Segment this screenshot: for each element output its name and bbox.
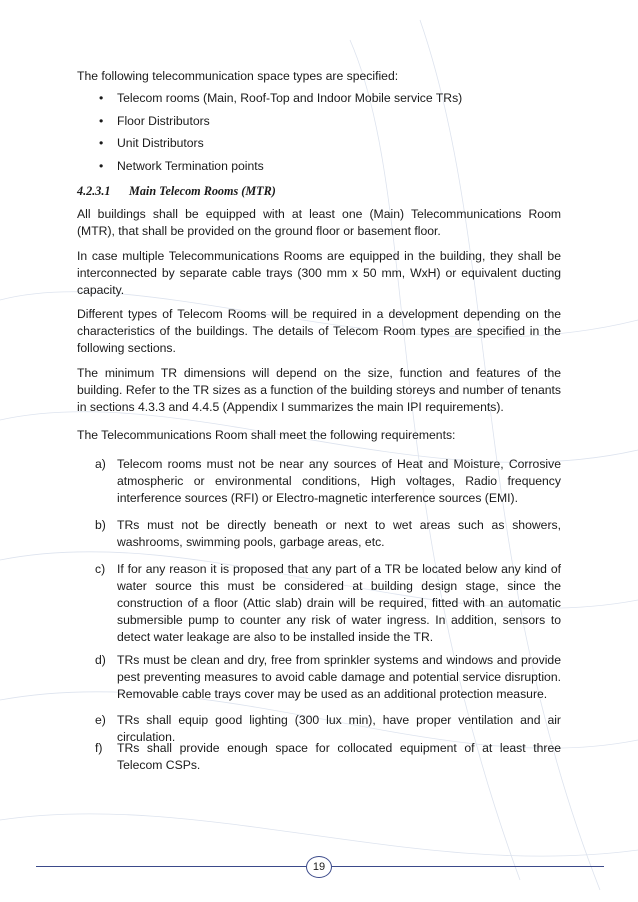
- intro-text: The following telecommunication space types are specified:: [77, 69, 399, 83]
- list-item: a) Telecom rooms must not be near any sources of Heat and Moisture, Corrosive atmospheric or environmental conditions, High voltages, Radio frequency interference sources (RFI) or Electro-magnetic interference sources (EMI).: [95, 457, 561, 505]
- bullet-icon: •: [99, 91, 104, 105]
- paragraph: In case multiple Telecommunications Rooms are equipped in the building, they shall be interconnected by separate cable trays (300 mm x 50 mm, WxH) or equivalent ducting capacity.: [77, 249, 561, 297]
- list-item: f) TRs shall provide enough space for collocated equipment of at least three Telecom CSPs.: [95, 741, 561, 772]
- paragraph: All buildings shall be equipped with at least one (Main) Telecommunications Room (MTR), that shall be provided on the ground floor or basement floor.: [77, 207, 561, 238]
- list-item: e) TRs shall equip good lighting (300 lux min), have proper ventilation and air circulation.: [95, 713, 561, 744]
- section-number: 4.2.3.1: [77, 184, 111, 198]
- bullet-icon: •: [99, 113, 104, 128]
- list-item: • Unit Distributors: [99, 136, 204, 150]
- footer-rule-right: [332, 866, 604, 867]
- section-heading: [77, 183, 276, 200]
- section-title: Main Telecom Rooms (MTR): [129, 184, 276, 198]
- bullet-icon: •: [99, 136, 104, 150]
- space-types-list: [77, 90, 561, 180]
- list-item: d) TRs must be clean and dry, free from sprinkler systems and windows and provide pest preventing measures to avoid cable damage and potential service disruption. Removable cable trays cover may be used as an additional protection measure.: [95, 653, 561, 701]
- paragraph: The minimum TR dimensions will depend on the size, function and features of the building. Refer to the TR sizes as a function of the building storeys and number of tenants in sections 4.3.3 and 4.4.5 (Appendix I summarizes the main IPI requirements).: [77, 366, 561, 414]
- bullet-icon: •: [99, 158, 104, 173]
- list-item: • Network Termination points: [99, 158, 264, 173]
- list-item: • Telecom rooms (Main, Roof-Top and Indoor Mobile service TRs): [99, 91, 463, 105]
- paragraph: The Telecommunications Room shall meet the following requirements:: [77, 428, 456, 442]
- page-number: 19: [306, 856, 332, 878]
- list-item: • Floor Distributors: [99, 113, 210, 128]
- footer-rule-left: [36, 866, 306, 867]
- list-item: b) TRs must not be directly beneath or next to wet areas such as showers, washrooms, swimming pools, garbage areas, etc.: [95, 518, 561, 549]
- list-item: c) If for any reason it is proposed that any part of a TR be located below any kind of water source this must be considered at building design stage, since the construction of a floor (Attic slab) drain will be required, fitted with an automatic submersible pump to counter any risk of water ingress. In addition, sensors to detect water leakage are also to be installed inside the TR.: [95, 562, 561, 644]
- paragraph: Different types of Telecom Rooms will be required in a development depending on the characteristics of the buildings. The details of Telecom Room types are specified in the following sections.: [77, 307, 561, 355]
